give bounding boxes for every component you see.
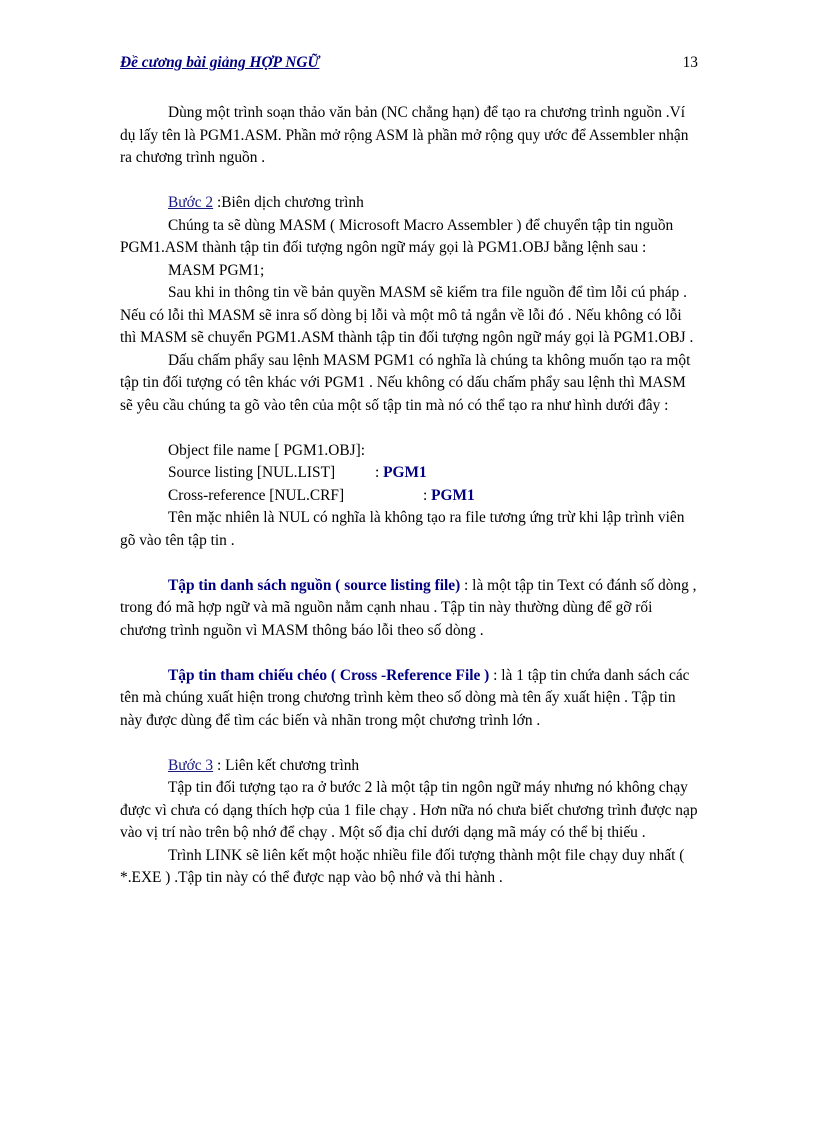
step3-paragraph-2: Trình LINK sẽ liên kết một hoặc nhiều file đối tượng thành một file chạy duy nhất ( *.EXE ) .Tập tin này có thể được nạp vào bộ nhớ và thi hành . bbox=[120, 846, 685, 886]
step2-heading bbox=[120, 192, 698, 215]
header-title: Đề cương bài giảng HỢP NGỮ bbox=[120, 54, 320, 71]
step2-paragraph-1: Chúng ta sẽ dùng MASM ( Microsoft Macro Assembler ) để chuyển tập tin nguồn PGM1.ASM thành tập tin đối tượng ngôn ngữ máy gọi là PGM1.OBJ bằng lệnh sau : bbox=[120, 216, 674, 256]
page-body bbox=[120, 102, 698, 890]
source-listing-paragraph bbox=[120, 575, 698, 643]
page-header bbox=[120, 52, 698, 76]
cross-reference-paragraph bbox=[120, 665, 698, 733]
page-number: 13 bbox=[682, 54, 698, 71]
prompt-source-label: Source listing [NUL.LIST] bbox=[168, 464, 336, 481]
prompt-source-listing: Source listing [NUL.LIST] : PGM1 bbox=[120, 462, 698, 485]
source-listing-term: Tập tin danh sách nguồn ( source listing file) bbox=[168, 576, 461, 594]
prompt-object-file: Object file name [ PGM1.OBJ]: bbox=[168, 441, 366, 459]
step3-title: : Liên kết chương trình bbox=[213, 756, 360, 774]
step2-title: :Biên dịch chương trình bbox=[213, 194, 364, 211]
step2-label: Bước 2 bbox=[168, 194, 214, 211]
prompt-cross-value: PGM1 bbox=[431, 486, 475, 504]
step3-paragraph-1: Tập tin đối tượng tạo ra ở bước 2 là một tập tin ngôn ngữ máy nhưng nó không chạy được vì chưa có dạng thích hợp của 1 file chạy . Hơn nữa nó chưa biết chương trình được nạp vào vị trí nào trên bộ nhớ để chạy . Một số địa chỉ dưới dạng mã máy có thể bị thiếu . bbox=[120, 779, 698, 841]
cross-reference-term: Tập tin tham chiếu chéo ( Cross -Reference File ) bbox=[168, 666, 490, 684]
intro-paragraph: Dùng một trình soạn thảo văn bản (NC chẳng hạn) để tạo ra chương trình nguồn .Ví dụ lấy tên là PGM1.ASM. Phần mở rộng ASM là phần mở rộng quy ước để Assembler nhận ra chương trình nguồn . bbox=[120, 104, 689, 166]
step2-paragraph-3: Dấu chấm phẩy sau lệnh MASM PGM1 có nghĩa là chúng ta không muốn tạo ra một tập tin đối tượng có tên khác với PGM1 . Nếu không có dấu chấm phẩy sau lệnh thì MASM sẽ yêu cầu chúng ta gõ vào tên của một số tập tin mà nó có thể tạo ra như hình dưới đây : bbox=[120, 351, 691, 414]
masm-command: MASM PGM1; bbox=[168, 261, 265, 279]
source-listing-text: : là một tập tin Text có đánh số dòng , trong đó mã hợp ngữ và mã nguồn nằm cạnh nhau . Tập tin này thường dùng để gỡ rối chương trình nguồn vì MASM thông báo lỗi theo số dòng . bbox=[120, 576, 697, 639]
cross-reference-text: : là 1 tập tin chứa danh sách các tên mà chúng xuất hiện trong chương trình kèm theo số dòng mà tên ấy xuất hiện . Tập tin này được dùng để tìm các biến và nhãn trong một chương trình lớn . bbox=[120, 666, 690, 729]
step2-paragraph-4: Tên mặc nhiên là NUL có nghĩa là không tạo ra file tương ứng trừ khi lập trình viên gõ vào tên tập tin . bbox=[120, 509, 685, 549]
prompt-cross-reference: Cross-reference [NUL.CRF] : PGM1 bbox=[120, 485, 698, 508]
prompt-source-value: PGM1 bbox=[383, 464, 427, 481]
step3-heading bbox=[120, 755, 698, 778]
step3-label: Bước 3 bbox=[168, 756, 214, 774]
prompt-cross-label: Cross-reference [NUL.CRF] bbox=[168, 486, 345, 504]
step2-paragraph-2: Sau khi in thông tin về bản quyền MASM sẽ kiểm tra file nguồn để tìm lỗi cú pháp . Nếu có lỗi thì MASM sẽ inra số dòng bị lỗi và một mô tả ngắn về lỗi đó . Nếu không có lỗi thì MASM sẽ chuyển PGM1.ASM thành tập tin đối tượng ngôn ngữ máy gọi là PGM1.OBJ . bbox=[120, 284, 694, 346]
